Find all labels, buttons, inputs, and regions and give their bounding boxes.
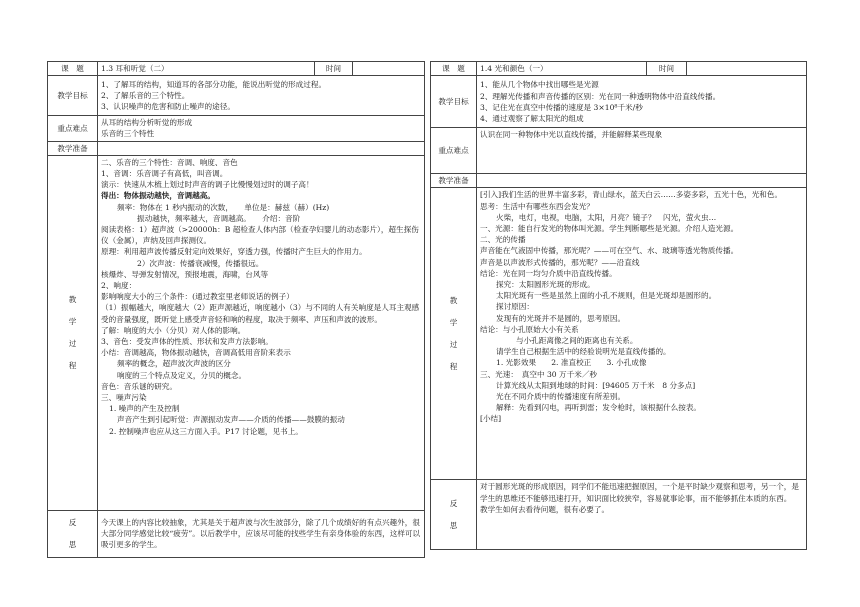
process-line: 计算光线从太阳到地球的时间：[94605 万千米 8 分多点]: [496, 380, 696, 390]
left-lesson-table: [47, 61, 425, 558]
process-line: 火柴，电灯，电视，电脑，太阳，月亮？镜子？ 闪光，萤火虫…: [496, 212, 717, 222]
goals-label: 教学目标: [48, 76, 98, 116]
process-line: 与小孔距离像之间的距离也有关系。: [516, 336, 638, 346]
goal-item: 3、认识噪声的危害和防止噪声的途径。: [101, 102, 235, 112]
time-value: [353, 62, 425, 76]
key-item: 从耳的结构分析听觉的形成: [101, 118, 193, 128]
process-line: 了解：响度的大小（分贝）对人体的影响。: [101, 325, 246, 335]
process-line: 1、音调：乐音调子有高低，叫音调。: [101, 169, 228, 179]
reflect-content: 今天课上的内容比较抽象，尤其是关于超声波与次生波部分，除了几个成绩好的有点兴趣外，很大部分同学感觉比较“疲劳”。以后教学中，应该尽可能的找些学生有亲身体验的东西，这样可以吸引更多的学生。: [98, 510, 425, 557]
process-line: 二、乐音的三个特性：音调、响度、音色: [101, 157, 238, 167]
process-line: 思考：生活中有哪些东西会发光？: [480, 201, 594, 211]
process-line: 音色：音乐谜的研究。: [101, 381, 177, 391]
topic-value: 1.3 耳和听觉（二）: [98, 62, 315, 76]
topic-label: 课 题: [48, 62, 98, 76]
key-item: 乐音的三个特性: [101, 129, 155, 139]
process-line: 核爆炸、导弹发射情况，预报地震，海啸，台风等: [101, 269, 269, 279]
process-label: 教 学 过 程: [431, 188, 477, 480]
process-line: 二、光的传播: [480, 235, 526, 245]
key-label: 重点难点: [431, 128, 477, 174]
process-line: 2. 控制噪声也应从这三方面入手。P17 讨论题，见书上。: [109, 426, 303, 436]
right-lesson-table: [430, 61, 807, 550]
key-item: 认识在同一种物体中光以直线传播，并能解释某些现象: [480, 130, 663, 140]
process-line: 1. 光影效果 2. 准直校正 3. 小孔成像: [496, 358, 647, 368]
process-line: 2、响度：: [101, 281, 137, 291]
process-line: [引入]我们生活的世界丰富多彩，青山绿水，蓝天白云……多姿多彩，五光十色，光和色。: [480, 190, 783, 200]
process-line: 声音能在气液固中传播，那光呢？——可在空气、水、玻璃等透光物质传播。: [480, 246, 739, 256]
process-line: 请学生自己根据生活中的经验说明光是直线传播的。: [496, 347, 671, 357]
goal-item: 2、理解光传播和声音传播的区别：光在同一种透明物体中沿直线传播。: [480, 91, 721, 101]
prep-value: [477, 174, 807, 188]
process-line: 原理：利用超声波传播反射定向效果好，穿透力强，传播时产生巨大的作用力。: [101, 247, 367, 257]
process-line: 振动越快，频率越大，音调越高。 介绍：音阶: [137, 213, 301, 223]
goal-item: 3、记住光在真空中传播的速度是 3×10⁸千米/秒: [480, 102, 643, 112]
process-line: 得出：物体振动越快，音调越高。: [101, 191, 215, 201]
process-label: 教 学 过 程: [48, 155, 98, 510]
reflect-label: 反 思: [431, 480, 477, 550]
process-line: 三、噪声污染: [101, 393, 147, 403]
process-line: 光在不同介质中的传播速度有所差别。: [496, 392, 626, 402]
process-line: 一、光源：能自行发光的物体叫光源。学生判断哪些是光源。介绍人造光源。: [480, 224, 739, 234]
process-line: 影响响度大小的三个条件：(通过教室里老师说话的例子）: [101, 292, 294, 302]
key-list: [98, 116, 425, 141]
process-line: 3、音色：受发声体的性质、形状和发声方法影响。: [101, 337, 273, 347]
process-line: 结论：与小孔原始大小有关系: [480, 324, 579, 334]
topic-label: 课 题: [431, 62, 477, 76]
process-line: （1）振幅越大，响度越大（2）距声源越近，响度越小（3）与不同的人有关响度是人耳主观感受的音量强度，既听觉上感受声音轻和响的程度，取决于频率、声压和声波的波形。: [101, 303, 420, 324]
process-content: [98, 155, 425, 510]
process-content: [477, 188, 807, 480]
process-line: 探讨原因：: [496, 302, 534, 312]
prep-label: 教学准备: [431, 174, 477, 188]
process-line: 响度的三个特点及定义，分贝的概念。: [117, 370, 247, 380]
key-list: [477, 128, 807, 174]
process-line: 1. 噪声的产生及控制: [109, 404, 180, 414]
topic-value: 1.4 光和颜色（一）: [477, 62, 647, 76]
process-line: 发现有的光斑并不是圆的，思考原因。: [496, 313, 626, 323]
goals-label: 教学目标: [431, 76, 477, 128]
process-line: 解释：先看到闪电，再听到雷；发令枪时，该根据什么按表。: [496, 403, 702, 413]
process-line: 声音产生到引起听觉：声源振动发声——介质的传播——鼓膜的振动: [117, 415, 345, 425]
key-label: 重点难点: [48, 116, 98, 141]
process-line: 小结：音调越高，物体振动越快，音调高低用音阶来表示: [101, 348, 291, 358]
goal-item: 1、能从几个物体中找出哪些是光源: [480, 80, 599, 90]
process-line: 三、光速： 真空中 30 万千米／秒: [480, 369, 598, 379]
goal-item: 4、通过观察了解太阳光的组成: [480, 113, 584, 123]
process-line: 阅读表格：1）超声波（>20000h：B 超检查人体内部（检查孕妇婴儿的动态影片），超生探伤仪（金属），声纳及回声探测仪。: [101, 225, 419, 246]
goals-list: [477, 76, 807, 128]
time-value: [687, 62, 807, 76]
goal-item: 1、了解耳的结构，知道耳的各部分功能，能说出听觉的形成过程。: [101, 79, 327, 89]
reflect-content: 对于圆形光斑的形成原因，同学们不能迅速把握原因，一个是平时缺少观察和思考，另一个，是学生的思维还不能够迅速打开，知识面比较狭窄，容易就事论事，而不能够抓住本质的东西。 教学生如何去看待问题，很有必要了。: [477, 480, 807, 550]
process-line: 演示：快速从木梳上划过时声音的调子比慢慢划过时的调子高！: [101, 180, 314, 190]
time-label: 时间: [647, 62, 687, 76]
process-line: 声音是以声波形式传播的，那光呢？——沿直线: [480, 257, 640, 267]
goals-list: [98, 76, 425, 116]
process-line: 2）次声波：传播衰减慢，传播很远。: [137, 258, 264, 268]
time-label: 时间: [315, 62, 353, 76]
process-line: 太阳光斑有一些是虽然上面的小孔不规则，但是光斑却是圆形的。: [496, 291, 717, 301]
reflect-label: 反 思: [48, 510, 98, 557]
process-line: 频率：物体在 1 秒内振动的次数， 单位是：赫兹（赫）(Hz): [117, 202, 330, 212]
process-line: 结论：光在同一均匀介质中沿直线传播。: [480, 268, 617, 278]
process-line: [小结]: [480, 414, 502, 424]
goal-item: 2、了解乐音的三个特性。: [101, 91, 190, 101]
prep-label: 教学准备: [48, 141, 98, 155]
prep-value: [98, 141, 425, 155]
process-line: 频率的概念，超声波次声波的区分: [117, 359, 231, 369]
process-line: 探究：太阳圆形光斑的形成。: [496, 280, 595, 290]
